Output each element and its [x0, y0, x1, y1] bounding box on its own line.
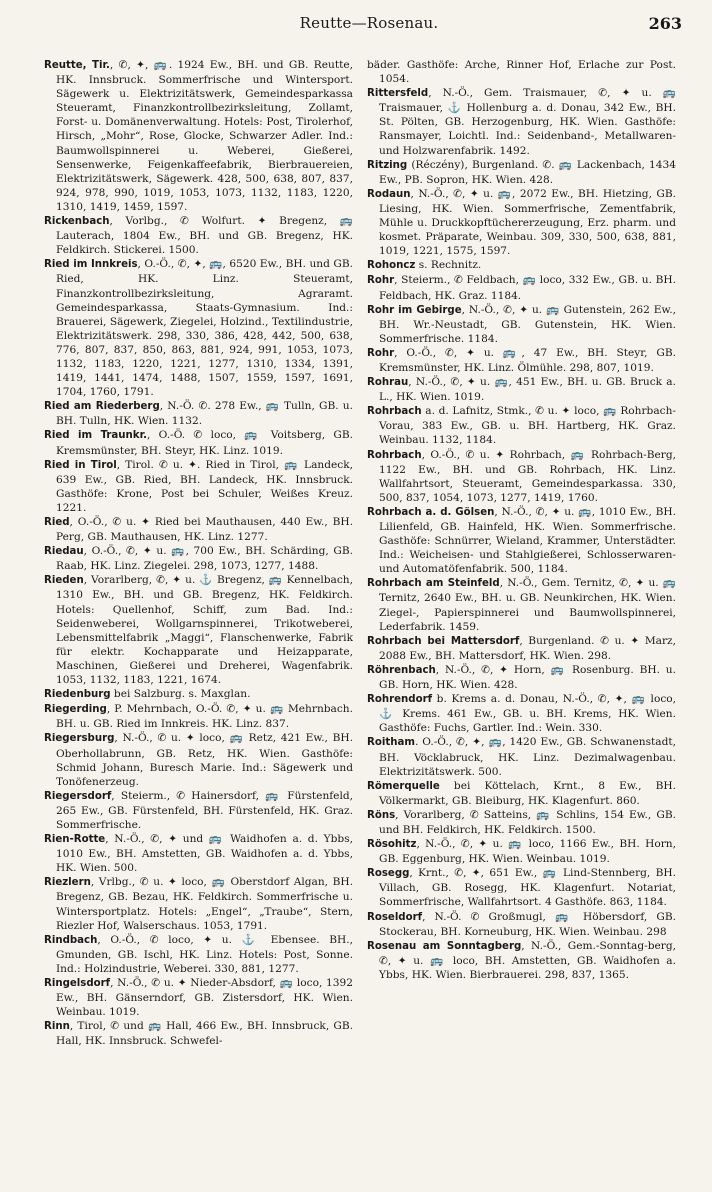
- entry-headword: Rickenbach: [44, 216, 110, 228]
- gazetteer-entry: [367, 634, 676, 663]
- gazetteer-entry: [367, 187, 676, 258]
- entry-headword: Rohrbach a. d. Gölsen: [367, 506, 495, 518]
- entry-text: , N.-Ö., Gem. Ternitz, ✆, ✦ u. 🚌 Ternitz, 2640 Ew., BH. u. GB. Neunkirchen, HK. Wien. Ziegel-, Papierspinnerei und Baumwollspinnerei, Lederfabrik. 1459.: [379, 577, 676, 633]
- entry-text: , N.-Ö., Gem.-Sonntag-berg, ✆, ✦ u. 🚌 loco, BH. Amstetten, GB. Waidhofen a. Ybbs, HK. Wien. Bierbrauerei. 298, 837, 1365.: [379, 939, 676, 981]
- entry-text: b. Krems a. d. Donau, N.-Ö., ✆, ✦, 🚌 loco, ⚓ Krems. 461 Ew., GB. u. BH. Krems, HK. Wien. Gasthöfe: Fuchs, Gartler. Ind.: Wein. 330.: [379, 693, 676, 735]
- entry-text: , Burgenland. ✆ u. ✦ Marz, 2088 Ew., BH. Mattersdorf, HK. Wien. 298.: [379, 634, 676, 662]
- entry-text: (Réczény), Burgenland. ✆. 🚌 Lackenbach, 1434 Ew., PB. Sopron, HK. Wien. 428.: [379, 158, 676, 186]
- left-column: [44, 58, 353, 1178]
- gazetteer-entry: [367, 939, 676, 982]
- entry-headword: Ried am Riederberg: [44, 401, 160, 413]
- gazetteer-entry: [44, 515, 353, 544]
- gazetteer-entry: [44, 702, 353, 731]
- entry-headword: Rösohitz: [367, 839, 417, 851]
- entry-text: , Vorarlberg, ✆ Satteins, 🚌 Schlins, 154 Ew., GB. und BH. Feldkirch, HK. Feldkirch. 1500.: [379, 808, 676, 836]
- entry-text: , N.-Ö., ✆, ✦ u. 🚌 loco, 1166 Ew., BH. Horn, GB. Eggenburg, HK. Wien. Weinbau. 1019.: [379, 838, 676, 866]
- entry-headword: Rindbach: [44, 934, 98, 946]
- entry-text: , Steierm., ✆ Hainersdorf, 🚌 Fürstenfeld, 265 Ew., GB. Fürstenfeld, BH. Fürstenfeld, HK. Graz. Sommerfrische.: [56, 789, 353, 831]
- gazetteer-entry: [367, 576, 676, 633]
- entry-text: , O.-Ö., ✆, ✦, 🚌, 6520 Ew., BH. und GB. Ried, HK. Linz. Steueramt, Finanzkontrollbezirksleitung, Agraramt. Gemeindesparkassa, Staats-Gymnasium. Ind.: Brauerei, Sägewerk, Ziegelei, Holzind., Textilindustrie, Elektrizitätswerk. 298, 330, 386, 428, 442, 500, 638, 776, 807, 837, 850, 863, 881, 924, 991, 1053, 1073, 1132, 1183, 1220, 1221, 1277, 1310, 1334, 1391, 1419, 1441, 1474, 1488, 1507, 1559, 1597, 1691, 1704, 1760, 1791.: [56, 258, 353, 399]
- page-number: 263: [648, 14, 682, 33]
- entry-headword: Rohrbach: [367, 406, 422, 418]
- entry-headword: Rieden: [44, 575, 84, 587]
- gazetteer-entry: [367, 505, 676, 576]
- entry-text: . O.-Ö., ✆, ✦, 🚌, 1420 Ew., GB. Schwanenstadt, BH. Vöcklabruck, HK. Linz. Dezimalwagenbau. Elektrizitätswerk. 500.: [379, 736, 676, 778]
- entry-headword: Rohr: [367, 275, 395, 287]
- gazetteer-entry: [44, 789, 353, 832]
- entry-headword: Rohrbach am Steinfeld: [367, 578, 500, 590]
- entry-text: , Tirol. ✆ u. ✦. Ried in Tirol, 🚌 Landeck, 639 Ew., GB. Ried, BH. Landeck, HK. Innsbruck. Gasthöfe: Krone, Post bei Schuler, Weißes Kreuz. 1221.: [56, 458, 353, 514]
- gazetteer-entry: [44, 544, 353, 573]
- entry-headword: Rosenau am Sonntagberg: [367, 940, 522, 952]
- gazetteer-entry: [367, 346, 676, 375]
- gazetteer-entry: [367, 866, 676, 909]
- entry-text: , N.-Ö., ✆, ✦ und 🚌 Waidhofen a. d. Ybbs, 1010 Ew., BH. Amstetten, GB. Waidhofen a. d. Ybbs, HK. Wien. 500.: [56, 833, 353, 875]
- entry-text: , Vorarlberg, ✆, ✦ u. ⚓ Bregenz, 🚌 Kennelbach, 1310 Ew., BH. und GB. Bregenz, HK. Feldkirch. Hotels: Quellenhof, Schiff, zum Bad. Ind.: Seidenweberei, Wollgarnspinnerei, Trikotweberei, Lebensmittelfabrik „Maggi“, Flanschenwerke, Fabrik für elektr. Kochapparate und Heizapparate, Maschinen, Gießerei und Dreherei, Wagenfabrik. 1053, 1132, 1183, 1221, 1674.: [56, 574, 353, 687]
- entry-headword: Riedenburg: [44, 689, 111, 701]
- gazetteer-entry: [44, 875, 353, 932]
- entry-headword: Rohoncz: [367, 260, 416, 272]
- gazetteer-entry: [44, 399, 353, 428]
- entry-headword: Riegersdorf: [44, 790, 112, 802]
- right-column: [367, 58, 676, 1178]
- gazetteer-entry: [367, 692, 676, 735]
- running-head: Reutte—Rosenau.: [299, 14, 439, 32]
- entry-text: , O.-Ö. ✆ loco, 🚌 Voitsberg, GB. Kremsmünster, BH. Steyr, HK. Linz. 1019.: [56, 429, 353, 457]
- entry-headword: Riezlern: [44, 877, 91, 889]
- entry-headword: Riegerding: [44, 704, 107, 716]
- entry-headword: Roitham: [367, 737, 415, 749]
- entry-text: , O.-Ö., ✆, ✦ u. 🚌, 47 Ew., BH. Steyr, GB. Kremsmünster, HK. Linz. Ölmühle. 298, 807, 1019.: [379, 346, 676, 374]
- entry-headword: Rohrendorf: [367, 694, 433, 706]
- gazetteer-entry: [44, 976, 353, 1019]
- entry-text: , N.-Ö., ✆ u. ✦ Nieder-Absdorf, 🚌 loco, 1392 Ew., BH. Gänserndorf, GB. Zistersdorf, HK. Wien. Weinbau. 1019.: [56, 977, 353, 1019]
- gazetteer-entry: [367, 58, 676, 86]
- entry-text: bei Salzburg. s. Maxglan.: [110, 688, 251, 701]
- entry-headword: Rosegg: [367, 868, 410, 880]
- entry-headword: Ried: [44, 517, 70, 528]
- gazetteer-entry: [44, 1019, 353, 1048]
- entry-text: , N.-Ö., ✆, ✦ Horn, 🚌 Rosenburg. BH. u. GB. Horn, HK. Wien. 428.: [379, 663, 676, 692]
- entry-headword: Ried in Tirol: [44, 459, 117, 471]
- gazetteer-entry: [367, 258, 676, 273]
- entry-text: , Tirol, ✆ und 🚌 Hall, 466 Ew., BH. Innsbruck, GB. Hall, HK. Innsbruck. Schwefel-: [56, 1020, 353, 1048]
- entry-text: , ✆, ✦, 🚌. 1924 Ew., BH. und GB. Reutte, HK. Innsbruck. Sommerfrische und Wintersport. Sägewerk u. Elektrizitätswerk, Gemeindesparkassa Steueramt, Finanzkontrollbezirksleitung, Zollamt, Forst- u. Domänenverwaltung. Hotels: Post, Tirolerhof, Hirsch, „Mohr“, Rose, Glocke, Schwarzer Adler. Ind.: Baumwollspinnerei u. Weberei, Gießerei, Sensenwerke, Feigenkaffeefabrik, Bierbrauereien, Elektrizitätswerk, Sägewerk. 428, 500, 638, 807, 837, 924, 978, 990, 1019, 1053, 1073, 1132, 1183, 1220, 1310, 1419, 1459, 1597.: [56, 59, 353, 213]
- gazetteer-entry: [44, 214, 353, 257]
- gazetteer-entry: [367, 663, 676, 692]
- gazetteer-entry: [367, 375, 676, 404]
- entry-text: , O.-Ö., ✆ u. ✦ Ried bei Mauthausen, 440 Ew., BH. Perg, GB. Mauthausen, HK. Linz. 1277.: [56, 516, 353, 544]
- entry-headword: Rohrbach: [367, 449, 422, 461]
- entry-headword: Roseldorf: [367, 911, 423, 923]
- gazetteer-entry: [44, 428, 353, 457]
- entry-text: , N.-Ö., ✆, ✦ u. 🚌, 1010 Ew., BH. Lilienfeld, GB. Hainfeld, HK. Wien. Sommerfrische. Gasthöfe: Schnürrer, Wieland, Krammer, Unterstädter. Ind.: Weicheisen- und Stahlgießerei, Schlosserwaren- und Automatöfenfabrik. 500, 1184.: [379, 505, 676, 576]
- entry-headword: Rohr im Gebirge: [367, 304, 462, 316]
- entry-headword: Riedau: [44, 546, 84, 558]
- entry-text: a. d. Lafnitz, Stmk., ✆ u. ✦ loco, 🚌 Rohrbach-Vorau, 383 Ew., GB. u. BH. Hartberg, HK. Graz. Weinbau. 1132, 1184.: [379, 405, 676, 447]
- gazetteer-entry: [367, 735, 676, 778]
- gazetteer-entry: [367, 86, 676, 157]
- two-column-body: [44, 58, 676, 1178]
- entry-text: , N.-Ö., ✆ u. ✦ loco, 🚌 Retz, 421 Ew., BH. Oberhollabrunn, GB. Retz, HK. Wien. Gasthöfe: Schmid Johann, Buresch Marie. Ind.: Sägewerk und Tonöfenerzeug.: [56, 732, 353, 788]
- gazetteer-entry: [44, 933, 353, 976]
- entry-text: s. Rechnitz.: [415, 259, 482, 272]
- entry-headword: Ritzing: [367, 159, 408, 171]
- entry-text: bäder. Gasthöfe: Arche, Rinner Hof, Erlache zur Post. 1054.: [367, 59, 676, 86]
- entry-text: , Krnt., ✆, ✦, 651 Ew., 🚌 Lind-Stennberg, BH. Villach, GB. Rosegg, HK. Klagenfurt. Notariat, Sommerfrische, Wallfahrtsort. 4 Gasthöfe. 863, 1184.: [379, 867, 676, 909]
- gazetteer-entry: [44, 832, 353, 875]
- entry-text: , Vrlbg., ✆ u. ✦ loco, 🚌 Oberstdorf Algan, BH. Bregenz, GB. Bezau, HK. Feldkirch. Sommerfrische u. Wintersportplatz. Hotels: „Engel“, „Traube“, Stern, Riezler Hof, Walserschaus. 1053, 1791.: [56, 876, 353, 932]
- page-header: [56, 14, 682, 36]
- entry-headword: Röhrenbach: [367, 664, 436, 676]
- entry-headword: Rinn: [44, 1021, 70, 1033]
- entry-text: , N.-Ö. ✆ Großmugl, 🚌 Höbersdorf, GB. Stockerau, BH. Korneuburg, HK. Wien. Weinbau. 298: [379, 910, 676, 938]
- gazetteer-entry: [367, 448, 676, 505]
- entry-text: , Vorlbg., ✆ Wolfurt. ✦ Bregenz, 🚌 Lauterach, 1804 Ew., BH. und GB. Bregenz, HK. Feldkirch. Stickerei. 1500.: [56, 215, 353, 257]
- entry-headword: Rittersfeld: [367, 88, 429, 100]
- gazetteer-entry: [367, 303, 676, 346]
- entry-headword: Röns: [367, 809, 396, 821]
- entry-text: , N.-Ö., ✆, ✦ u. 🚌 Gutenstein, 262 Ew., BH. Wr.-Neustadt, GB. Gutenstein, HK. Wien. Sommerfrische. 1184.: [379, 303, 676, 345]
- entry-text: , N.-Ö. ✆. 278 Ew., 🚌 Tulln, GB. u. BH. Tulln, HK. Wien. 1132.: [56, 400, 353, 428]
- gazetteer-entry: [367, 404, 676, 447]
- entry-headword: Ried im Innkreis: [44, 259, 138, 271]
- entry-text: , Steierm., ✆ Feldbach, 🚌 loco, 332 Ew., GB. u. BH. Feldbach, HK. Graz. 1184.: [379, 274, 676, 302]
- entry-headword: Rohr: [367, 347, 395, 359]
- entry-headword: Rohrbach bei Mattersdorf: [367, 635, 520, 647]
- gazetteer-entry: [44, 58, 353, 214]
- entry-headword: Ringelsdorf: [44, 978, 111, 989]
- entry-headword: Römerquelle: [367, 780, 440, 792]
- gazetteer-entry: [44, 687, 353, 702]
- gazetteer-entry: [44, 257, 353, 399]
- entry-headword: Rodaun: [367, 188, 411, 200]
- entry-text: , N.-Ö., ✆, ✦ u. 🚌, 451 Ew., BH. u. GB. Bruck a. L., HK. Wien. 1019.: [379, 376, 676, 404]
- gazetteer-entry: [44, 573, 353, 687]
- entry-headword: Rohrau: [367, 377, 409, 389]
- gazetteer-entry: [44, 458, 353, 515]
- gazetteer-entry: [367, 779, 676, 808]
- entry-text: , N.-Ö., Gem. Traismauer, ✆, ✦ u. 🚌 Traismauer, ⚓ Hollenburg a. d. Donau, 342 Ew., BH. St. Pölten, GB. Herzogenburg, HK. Wien. Gasthöfe: Ransmayer, Loichtl. Ind.: Seidenband-, Metallwaren- und Holzwarenfabrik. 1492.: [379, 87, 676, 157]
- gazetteer-entry: [44, 731, 353, 788]
- gazetteer-entry: [367, 910, 676, 939]
- entry-headword: Reutte, Tir.: [44, 60, 110, 71]
- entry-text: , O.-Ö., ✆, ✦ u. 🚌, 700 Ew., BH. Schärding, GB. Raab, HK. Linz. Ziegelei. 298, 1073, 1277, 1488.: [56, 545, 353, 573]
- entry-headword: Riegersburg: [44, 733, 115, 745]
- entry-text: bei Köttelach, Krnt., 8 Ew., BH. Völkermarkt, GB. Bleiburg, HK. Klagenfurt. 860.: [379, 779, 676, 807]
- entry-text: , O.-Ö., ✆ u. ✦ Rohrbach, 🚌 Rohrbach-Berg, 1122 Ew., BH. und GB. Rohrbach, HK. Linz. Wallfahrtsort, Steueramt, Gemeindesparkassa. 330, 500, 837, 1054, 1073, 1277, 1419, 1760.: [379, 448, 676, 504]
- gazetteer-entry: [367, 837, 676, 866]
- entry-headword: Ried im Traunkr.: [44, 430, 148, 442]
- entry-headword: Rien-Rotte: [44, 834, 106, 846]
- entry-text: , P. Mehrnbach, O.-Ö. ✆, ✦ u. 🚌 Mehrnbach. BH. u. GB. Ried im Innkreis. HK. Linz. 837.: [56, 703, 353, 731]
- gazetteer-entry: [367, 808, 676, 837]
- entry-text: , N.-Ö., ✆, ✦ u. 🚌, 2072 Ew., BH. Hietzing, GB. Liesing, HK. Wien. Sommerfrische, Zementfabrik, Mühle u. Druckkopftüchererzeugung, Erz. pharm. und kosmet. Präparate, Weinbau. 309, 330, 500, 638, 881, 1019, 1221, 1575, 1597.: [379, 187, 676, 258]
- gazetteer-entry: [367, 273, 676, 302]
- entry-text: , O.-Ö., ✆ loco, ✦ u. ⚓ Ebensee. BH., Gmunden, GB. Ischl, HK. Linz. Hotels: Post, Sonne. Ind.: Holzindustrie, Weberei. 330, 881, 1277.: [56, 933, 353, 975]
- gazetteer-entry: [367, 158, 676, 187]
